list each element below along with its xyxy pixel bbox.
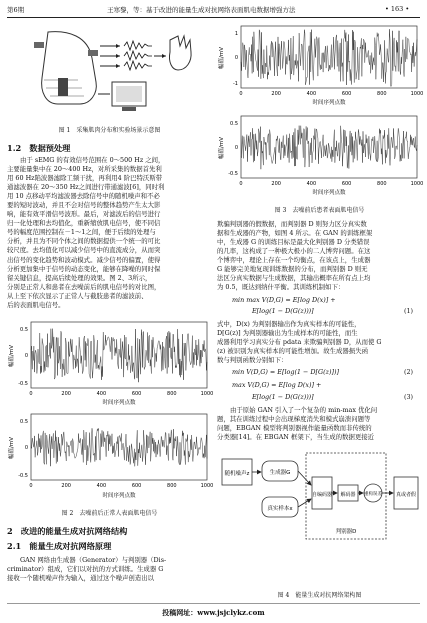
x-tick-label: 800 bbox=[167, 391, 177, 397]
encoder-label: 自编码器 bbox=[311, 492, 333, 498]
body-line: 号的幅度范围控制在－1～1之间，便于后续的处理与 bbox=[7, 228, 156, 237]
body-line: 成器利用学习真实分布 pdata 来欺骗判别器 D，从而使 G bbox=[217, 338, 382, 347]
section-1-2-body bbox=[7, 156, 212, 310]
figure-2-plot bbox=[7, 318, 212, 506]
body-line: (z) 被识别为真实样本的可能性增加。故生成器损失函 bbox=[217, 347, 368, 356]
energy-label: 重构误差 bbox=[364, 492, 382, 497]
y-tick-label: -1 bbox=[233, 81, 238, 87]
x-tick-label: 200 bbox=[61, 391, 71, 397]
section-2-heading: 2 改进的能量生成对抗网络结构 bbox=[7, 526, 128, 536]
x-tick-label: 400 bbox=[306, 181, 317, 187]
x-tick-label: 400 bbox=[96, 483, 107, 489]
discriminator-label: 判别器D bbox=[335, 529, 357, 535]
body-line: 数与判别函数分别如下： bbox=[217, 356, 288, 365]
body-line: 留关键信息，提高后续处理的效果。图 2、3所示， bbox=[7, 273, 152, 282]
decoder-label: 解码器 bbox=[340, 492, 356, 498]
x-tick-label: 1000 bbox=[410, 181, 424, 187]
body-line: 用 10 点移动平均滤波器去除信号中的随机噪声和不必 bbox=[7, 192, 160, 201]
body-line: criminator）组成，它们以对抗的方式训练。生成器 G bbox=[7, 565, 164, 574]
body-line: 通滤波器在 20～350 Hz之间进行带通滤波[6]，同时利 bbox=[7, 183, 165, 192]
equation-2-number: (2) bbox=[404, 368, 414, 376]
body-line: 接收一个随机噪声作为输入，通过这个噪声创造出以 bbox=[7, 574, 154, 583]
figure-3-caption: 图 3 去噪前后患者表面肌电信号 bbox=[274, 207, 365, 214]
figure-2b-panel bbox=[7, 414, 213, 499]
right-column-body bbox=[217, 220, 422, 292]
y-tick-label: -0.5 bbox=[18, 381, 28, 387]
body-line: 后的表面肌电信号。 bbox=[7, 300, 65, 309]
y-tick-label: -0.5 bbox=[18, 473, 28, 479]
right-column-body-2 bbox=[217, 320, 422, 365]
body-line: 问题，EBGAN 模型将判别器视作能量函数而非传统的 bbox=[217, 424, 372, 433]
body-line: 欺骗判别器的假数据，而判别器 D 则努力区分真实数 bbox=[217, 220, 367, 228]
body-line: 出信号的变化趋势和波动模式。减少信号的偏置，使得 bbox=[7, 255, 161, 264]
y-tick-label: 0.5 bbox=[20, 327, 28, 333]
y-tick-label: 0.5 bbox=[230, 121, 238, 127]
generator-label: 生成器G bbox=[269, 470, 291, 476]
body-line: 分析更加集中于信号的动态变化，能够在降噪的同时保 bbox=[7, 264, 161, 273]
y-tick-label: 1 bbox=[234, 31, 238, 37]
real-sample-label: 真实样本x bbox=[267, 506, 293, 512]
x-axis-label: 时间序列点数 bbox=[102, 400, 136, 406]
y-tick-label: -0.5 bbox=[228, 171, 238, 177]
figure-3a-panel bbox=[217, 26, 423, 106]
footer-site: 投稿网址：www.jsjclykz.com bbox=[162, 608, 265, 617]
x-tick-label: 0 bbox=[239, 91, 243, 97]
x-tick-label: 600 bbox=[131, 483, 142, 489]
body-line: 较尺度。去均值化可以减少信号中的直流成分，从而突 bbox=[7, 246, 161, 255]
y-axis-label: 幅值/mV bbox=[219, 137, 225, 159]
body-line: 据和生成器的产物，如图 4 所示。在 GAN 的训练框架 bbox=[217, 229, 373, 238]
x-axis-label: 时间序列点数 bbox=[102, 493, 136, 499]
x-tick-label: 0 bbox=[29, 483, 33, 489]
emg-signal-trace bbox=[241, 29, 417, 86]
x-tick-label: 0 bbox=[239, 181, 243, 187]
x-tick-label: 1000 bbox=[200, 391, 214, 397]
y-tick-label: 0 bbox=[234, 145, 238, 151]
section-1-2-heading: 1.2 数据预处理 bbox=[7, 143, 71, 153]
body-line: 要的短时波动，并且不会对信号的整体趋势产生太大影 bbox=[7, 201, 161, 210]
x-tick-label: 800 bbox=[377, 181, 387, 187]
body-line: 法区分真实数据与生成数据，其输出概率在所有点上均 bbox=[217, 274, 371, 283]
body-line: 分别是正常人和患者在去噪前后的肌电信号的对比图， bbox=[7, 282, 161, 291]
equation-1-line-1: min max V(D,G) = E[log D(x)] + bbox=[232, 296, 336, 304]
body-line: G 能够完美地复现训练数据的分布，而判别器 D 则无 bbox=[217, 265, 368, 274]
x-tick-label: 200 bbox=[271, 91, 281, 97]
page-number: • 163 • bbox=[385, 5, 410, 13]
x-tick-label: 600 bbox=[131, 391, 142, 397]
y-tick-label: 0 bbox=[24, 353, 28, 359]
figure-1-caption: 图 1 采集肌肉分布和实验场景示意图 bbox=[58, 127, 161, 134]
x-axis-label: 时间序列点数 bbox=[312, 190, 346, 196]
body-line: 题，其在训练过程中会出现梯度消失和模式崩溃问题等 bbox=[217, 415, 371, 424]
figure-3b-panel bbox=[217, 116, 423, 196]
body-line: 个博弈中，理论上存在一个均衡点，在该点上，生成器 bbox=[217, 256, 371, 265]
x-tick-label: 200 bbox=[271, 181, 281, 187]
y-tick-label: 0.5 bbox=[20, 419, 28, 425]
figure-1-illustration bbox=[28, 22, 203, 118]
figure-4-diagram bbox=[218, 447, 422, 587]
x-tick-label: 400 bbox=[306, 91, 317, 97]
x-tick-label: 400 bbox=[96, 391, 107, 397]
y-axis-label: 幅值/mV bbox=[9, 437, 15, 459]
section-2-1-body bbox=[7, 556, 212, 583]
equation-3-line-1: max V(D,G) = E[log D(x)] + bbox=[232, 381, 322, 389]
emg-signal-trace bbox=[31, 329, 207, 383]
running-title: 王寒黎，等：基于改进的能量生成对抗网络表面肌电数据增强方法 bbox=[107, 6, 296, 14]
y-axis-label: 幅值/mV bbox=[219, 47, 225, 69]
body-line: 响，能有效平滑信号波形。最后，对滤波后的信号进行 bbox=[7, 210, 161, 219]
body-line: 由于原始 GAN 引入了一个复杂的 min-max 优化问 bbox=[230, 406, 378, 414]
equation-3-number: (3) bbox=[404, 393, 414, 401]
footer-rule bbox=[7, 603, 420, 604]
section-2-1-heading: 2.1 能量生成对抗网络原理 bbox=[7, 541, 112, 551]
body-line: 主要能量集中在 20～400 Hz，对所采集的数据首先利 bbox=[7, 165, 162, 174]
body-line: GAN 网络由生成器（Generator）与判别器（Dis- bbox=[20, 556, 167, 564]
noise-label: 随机噪声z bbox=[224, 471, 250, 477]
body-line: 从上至下依次显示了正常人与截肢患者的滤波前、 bbox=[7, 291, 148, 300]
figure-4-caption: 图 4 能量生成对抗网络架构图 bbox=[277, 592, 362, 599]
body-line: 归一化处理和去均值化，重新缩放肌电信号，使不同信 bbox=[7, 219, 161, 228]
x-tick-label: 0 bbox=[29, 391, 33, 397]
equation-1-line-2: E[log(1 − D(G(z)))] bbox=[252, 307, 314, 315]
body-line: 分析，并且为不同个体之间的数据提供一个统一的可比 bbox=[7, 237, 161, 246]
body-line: 用 60 Hz陷波器滤除工频干扰，再利用4 阶巴特沃斯带 bbox=[7, 174, 163, 183]
x-tick-label: 1000 bbox=[200, 483, 214, 489]
body-line: 为 0.5，既达到纳什平衡。其训练机制如下： bbox=[217, 283, 345, 292]
figure-2a-panel bbox=[7, 322, 213, 406]
emg-signal-trace bbox=[31, 428, 207, 466]
emg-signal-trace bbox=[241, 126, 417, 170]
x-tick-label: 1000 bbox=[410, 91, 424, 97]
body-line: 中，生成器 G 的训练目标是最大化判别器 D 分类错误 bbox=[217, 238, 370, 247]
body-line: D[G(z)] 为判别器输出为生成样本的可能性，而生 bbox=[217, 329, 358, 338]
output-label: 真或者假 bbox=[395, 492, 417, 498]
y-axis-label: 幅值/mV bbox=[9, 345, 15, 367]
x-axis-label: 时间序列点数 bbox=[312, 100, 346, 106]
x-tick-label: 600 bbox=[341, 181, 352, 187]
body-line: 分类器[14]。在 EBGAN 框架下，当生成的数据更接近 bbox=[217, 433, 375, 442]
equation-2: min V(D,G) = E[log(1 − D[G(z)])] bbox=[232, 368, 339, 376]
y-tick-label: 0 bbox=[24, 445, 28, 451]
x-tick-label: 200 bbox=[61, 483, 71, 489]
body-line: 式中，D(x) 为判别器输出作为真实样本的可能性， bbox=[217, 320, 361, 328]
x-tick-label: 800 bbox=[167, 483, 177, 489]
figure-2-caption: 图 2 去噪前后正常人表面肌电信号 bbox=[61, 510, 158, 517]
equation-1-number: (1) bbox=[404, 307, 414, 315]
right-column-body-3 bbox=[217, 406, 422, 442]
body-line: 由于 sEMG 的有效信号范围在 0～500 Hz 之间， bbox=[20, 156, 165, 164]
body-line: 的几率，这构成了一种极大极小的二人博弈问题。在这 bbox=[217, 247, 371, 256]
x-tick-label: 600 bbox=[341, 91, 352, 97]
issue-label: 第6期 bbox=[7, 6, 25, 14]
figure-3-plot bbox=[217, 22, 422, 207]
equation-3-line-2: E[log(1 − D(G(z)))] bbox=[252, 393, 314, 401]
x-tick-label: 800 bbox=[377, 91, 387, 97]
header-rule bbox=[7, 17, 420, 18]
y-tick-label: 0 bbox=[234, 55, 238, 61]
